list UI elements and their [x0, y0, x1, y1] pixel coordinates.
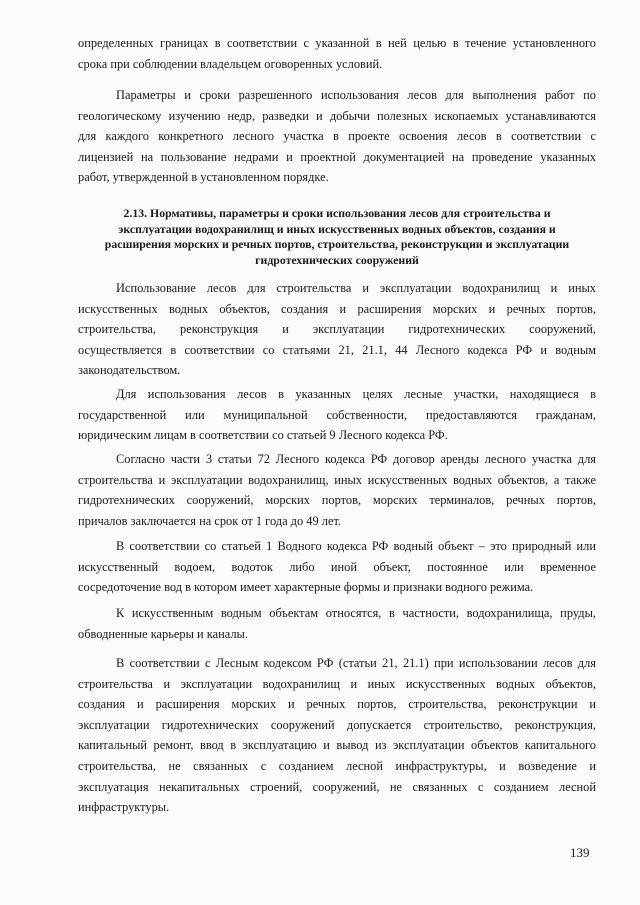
text-line: искусственных водных объектов, создания и расширения морских и речных портов, — [78, 301, 596, 316]
text-line: срока при соблюдении владельцем оговоренных условий. — [78, 56, 383, 71]
text-line: лицензией на пользование недрами и проектной документацией на проведение указанных — [78, 149, 596, 164]
paragraph-8 — [78, 653, 596, 818]
page-number: 139 — [570, 845, 590, 860]
text-line: В соответствии с Лесным кодексом РФ (статьи 21, 21.1) при использовании лесов для — [116, 656, 596, 670]
text-line: искусственный водоем, водоток либо иной объект, постоянное или временное — [78, 559, 596, 574]
paragraph-4 — [78, 384, 596, 446]
heading-line: расширения морских и речных портов, строительства, реконструкции и эксплуатации — [104, 237, 570, 252]
paragraph-2 — [78, 85, 596, 188]
paragraph-3 — [78, 278, 596, 381]
text-line: работ, утвержденной в установленном порядке. — [78, 170, 329, 185]
heading-line: эксплуатации водохранилищ и иных искусственных водных объектов, создания и — [118, 221, 556, 236]
paragraph-7 — [78, 603, 596, 644]
text-line: создания и расширения морских и речных портов, строительства, реконструкции и — [78, 697, 596, 712]
text-line: обводненные карьеры и каналы. — [78, 626, 248, 641]
text-line: Согласно части 3 статьи 72 Лесного кодекса РФ договор аренды лесного участка для — [116, 452, 596, 466]
text-line: юридическим лицам в соответствии со статьей 9 Лесного кодекса РФ. — [78, 428, 448, 443]
heading-line: гидротехнических сооружений — [255, 253, 419, 268]
text-line: сосредоточение вод в котором имеет характерные формы и признаки водного режима. — [78, 580, 534, 595]
text-line: причалов заключается на срок от 1 года до 49 лет. — [78, 513, 342, 528]
text-line: осуществляется в соответствии со статьями 21, 21.1, 44 Лесного кодекса РФ и водным — [78, 342, 596, 357]
text-line: геологическому изучению недр, разведки и добычи полезных ископаемых устанавливаются — [78, 108, 596, 123]
text-line: строительства, реконструкция и эксплуатации гидротехнических сооружений, — [78, 322, 596, 337]
text-line: государственной или муниципальной собственности, предоставляются гражданам, — [78, 407, 596, 422]
text-line: для каждого конкретного лесного участка в проекте освоения лесов в соответствии с — [78, 129, 596, 144]
text-line: эксплуатации гидротехнических сооружений допускается строительство, реконструкция, — [78, 717, 596, 732]
text-line: Использование лесов для строительства и эксплуатации водохранилищ и иных — [116, 281, 596, 295]
text-line: В соответствии со статьей 1 Водного кодекса РФ водный объект – это природный или — [116, 539, 596, 553]
text-line: капитальный ремонт, ввод в эксплуатацию и вывод из эксплуатации объектов капитального — [78, 738, 596, 753]
text-line: определенных границах в соответствии с указанной в ней целью в течение установленного — [78, 36, 596, 50]
text-line: строительства и эксплуатации водохранилищ, иных искусственных водных объектов, а также — [78, 472, 596, 487]
section-heading — [78, 206, 596, 269]
text-line: строительства, не связанных с созданием лесной инфраструктуры, и возведение и — [78, 758, 596, 773]
text-line: эксплуатация некапитальных строений, сооружений, не связанных с созданием лесной — [78, 779, 596, 794]
paragraph-1 — [78, 33, 596, 74]
heading-line: 2.13. Нормативы, параметры и сроки использования лесов для строительства и — [123, 206, 551, 220]
text-line: строительства и эксплуатации водохранилищ и иных искусственных водных объектов, — [78, 676, 596, 691]
text-line: инфраструктуры. — [78, 800, 170, 815]
text-line: К искусственным водным объектам относятся, в частности, водохранилища, пруды, — [116, 606, 596, 620]
text-line: законодательством. — [78, 363, 181, 378]
text-line: Для использования лесов в указанных целях лесные участки, находящиеся в — [116, 387, 596, 401]
text-line: гидротехнических сооружений, морских портов, морских терминалов, речных портов, — [78, 493, 596, 508]
text-line: Параметры и сроки разрешенного использования лесов для выполнения работ по — [116, 88, 596, 102]
paragraph-5 — [78, 449, 596, 531]
paragraph-6 — [78, 536, 596, 598]
